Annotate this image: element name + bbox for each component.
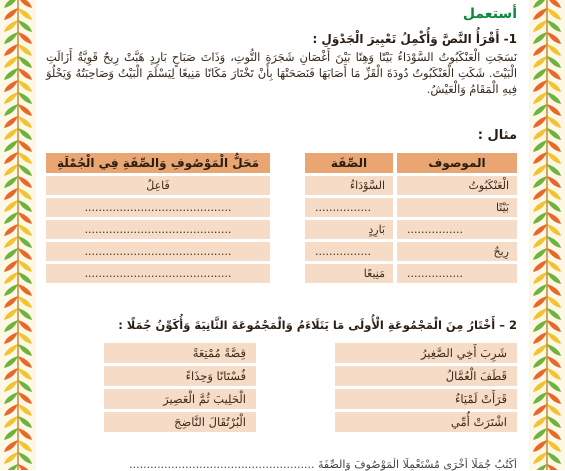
decorative-border-right [529,0,565,470]
noun-adjective-table [301,150,521,286]
group-one-item[interactable]: شَرِبَ أَخِي الصَّغِيرُ [335,343,517,363]
group-two-list [100,340,260,435]
position-table [42,150,274,286]
cell-noun-blank[interactable]: ................ [397,220,517,239]
cell-position-blank[interactable]: .......................................... [46,198,270,217]
table-row [305,242,517,261]
group-one-item[interactable]: اشْتَرَتْ أُمِّي [335,412,517,432]
group-one-list [331,340,521,435]
cell-adjective: السَّوْدَاءُ [305,176,393,195]
group-one-item[interactable]: قَرَأَتْ لَمْيَاءُ [335,389,517,409]
header-noun: الموصوف [397,153,517,173]
cell-position-blank[interactable]: .......................................... [46,264,270,283]
cell-position-blank[interactable]: .......................................... [46,242,270,261]
cell-noun-blank[interactable]: ................ [397,264,517,283]
question-1: 1- أَقْرَأُ النَّصَّ وَأُكْمِلُ تَعْبِيرَ الْجَدْوَلِ : [312,32,517,46]
cell-adjective-blank[interactable]: ................ [305,242,393,261]
cell-position: فَاعِلٌ [46,176,270,195]
header-position: مَحَلُّ الْمَوْصُوفِ وَالصِّفَةِ فِي الْجُمْلَةِ [46,153,270,173]
reading-passage: نَسَجَتِ الْعَنْكَبُوتُ السَّوْدَاءُ بَيْتًا وَهِنًا بَيْنَ أَغْصَانِ شَجَرَةِ التُّوتِ، وَذَاتَ صَبَاحٍ بَارِدٍ هَبَّتْ رِيحٌ قَوِيَّةٌ أَزَالَتِ الْبَيْتَ. شَكَتِ الْعَنْكَبُوتُ دُودَةَ الْقَزِّ مَا أَصَابَهَا فَنَصَحَتْهَا بِأَنْ تَخْتَارَ مَكَانًا مَنِيعًا لِيَسْلَمَ الْبَيْتُ وَصَاحِبَتُهُ وَيَحْلُوَ فِيهِ الْمَقَامُ وَالْعَيْشُ. [46,51,517,96]
table-row [305,198,517,217]
table-row [305,176,517,195]
table-row [46,220,270,239]
cell-noun: رِيحٌ [397,242,517,261]
section-title: أستعمل [462,6,517,22]
cell-position-blank[interactable]: .......................................... [46,220,270,239]
page-content [40,0,525,470]
bottom-instruction: أَكْتُبُ جُمَلًا أُخْرَى مُسْتَعْمِلًا الْمَوْصُوفَ وَالصِّفَةَ ..................................................... [129,458,517,471]
cell-adjective-blank[interactable]: ................ [305,198,393,217]
question-2: 2 – أَخْتَارُ مِنَ الْمَجْمُوعَةِ الْأُولَى مَا يَتَلَاءَمُ وَالْمَجْمُوعَةَ الثَّانِيَةَ وَأُكَوِّنُ جُمَلًا : [118,318,517,332]
header-adjective: الصِّفَة [305,153,393,173]
group-two-item[interactable]: الْحَلِيبَ ثُمَّ الْعَصِيرَ [104,389,256,409]
cell-adjective: بَارِدٍ [305,220,393,239]
table-row [46,198,270,217]
table-row [46,176,270,195]
table-row [305,220,517,239]
cell-noun: بَيْتًا [397,198,517,217]
table-row [46,264,270,283]
cell-noun: الْعَنْكَبُوتُ [397,176,517,195]
group-one-item[interactable]: قَطَفَ الْعُمَّالُ [335,366,517,386]
cell-adjective: مَنِيعًا [305,264,393,283]
table-row [305,264,517,283]
group-two-item[interactable]: قِصَّةً مُمْتِعَةً [104,343,256,363]
decorative-border-left [0,0,36,470]
group-two-item[interactable]: فُسْتَانًا وَحِذَاءً [104,366,256,386]
table-row [46,242,270,261]
example-label: مثال : [477,128,517,143]
group-two-item[interactable]: الْبُرْتُقَالَ النَّاضِجَ [104,412,256,432]
